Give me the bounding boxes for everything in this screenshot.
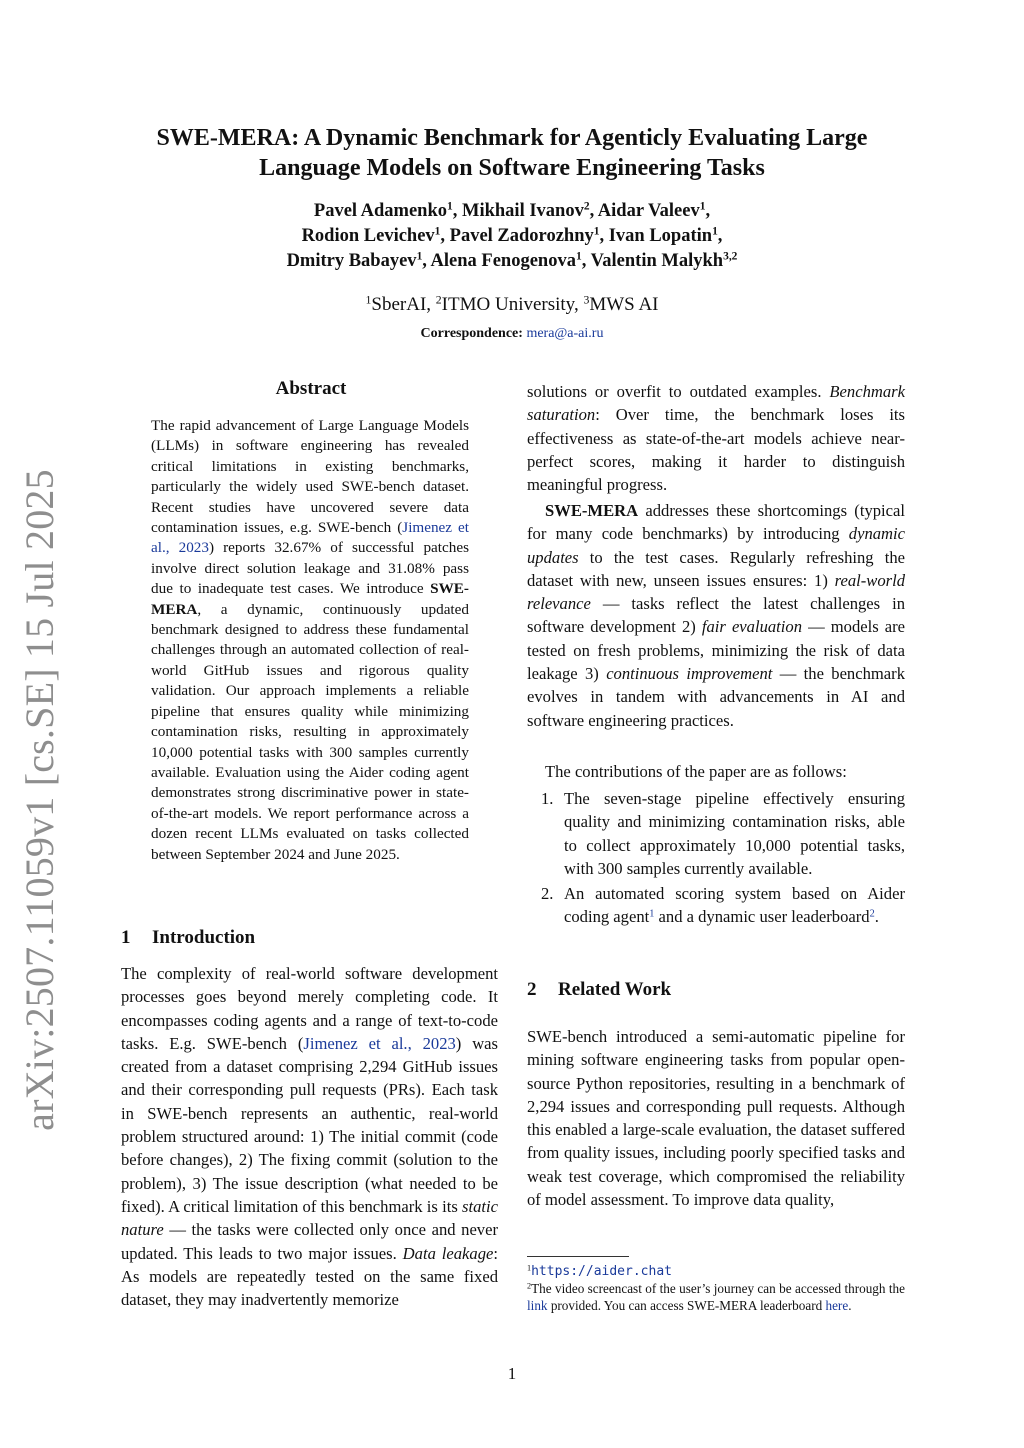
contributions-list [527, 787, 905, 931]
correspondence [112, 324, 912, 344]
author: Rodion Levichev$^1$ [301, 225, 441, 246]
paper-title [112, 123, 912, 183]
footnotes [527, 1262, 905, 1314]
section-heading-introduction: 1 Introduction [121, 927, 256, 948]
footnote-ref[interactable]: 2 [869, 908, 875, 920]
arxiv-identifier-stamp: arXiv:2507.11059v1 [cs.SE] 15 Jul 2025 [17, 469, 62, 1131]
body-paragraph: The contributions of the paper are as follows: [545, 762, 847, 781]
affiliations: $^1$SberAI, $^2$ITMO University, $^3$MWS AI [365, 293, 659, 315]
page-number: 1 [507, 1364, 517, 1383]
introduction-paragraph: The complexity of real-world software development processes goes beyond merely completing code. It encompasses coding agents and a range of text-to-code tasks. E.g. SWE-bench (Jimenez et al., 2023) was created from a dataset comprising 2,294 GitHub issues and their corresponding pull requests (PRs). Each task in SWE-bench represents an authentic, real-world problem structured around: 1) The initial commit (code before changes), 2) The fixing commit (solution to the problem), 3) The issue description (what needed to be fixed). A critical limitation of this benchmark is its static nature — the tasks were collected only once and never updated. This leads to two major issues. Data leakage: As models are repeatedly tested on the same fixed dataset, they may inadvertently memorize [121, 964, 498, 1310]
correspondence-email-link[interactable]: mera@a-ai.ru [526, 326, 604, 341]
footnote-divider [527, 1256, 629, 1257]
citation-link[interactable]: Jimenez et al., 2023 [303, 1033, 456, 1053]
section-heading-related-work: 2 Related Work [527, 979, 672, 1000]
author-list: Pavel Adamenko$^1$, Mikhail Ivanov$^2$, Aidar Valeev$^1$, Rodion Levichev$^1$, Pavel Zadorozhny$^1$, Ivan Lopatin$^1$, Dmitry Babayev$^1$, Alena Fenogenova$^1$, Valentin Malykh$^{3,2}$ [286, 200, 738, 271]
abstract-text: The rapid advancement of Large Language Models (LLMs) in software engineering has revealed critical limitations in existing benchmarks, particularly the widely used SWE-bench dataset. Recent studies have uncovered severe data contamination issues, e.g. SWE-bench (Jimenez et al., 2023) reports 32.67% of successful patches involve direct solution leakage and 31.08% pass due to inadequate test cases. We introduce SWE-MERA, a dynamic, continuously updated benchmark designed to address these fundamental challenges through an automated collection of real-world GitHub issues and rigorous quality validation. Our approach implements a reliable pipeline that ensures quality while minimizing contamination risks, resulting in approximately 10,000 potential tasks with 300 samples currently available. Evaluation using the Aider coding agent demonstrates strong discriminative power in state-of-the-art models. We report performance across a dozen recent LLMs evaluated on tasks collected between September 2024 and June 2025. [151, 417, 469, 863]
body-paragraph: SWE-MERA addresses these shortcomings (typical for many code benchmarks) by introducing dynamic updates to the test cases. Regularly refreshing the dataset with new, unseen issues ensures: 1) real-world relevance — tasks reflect the latest challenges in software development 2) fair evaluation — models are tested on fresh problems, minimizing the risk of data leakage 3) continuous improvement — the benchmark evolves in tandem with advancements in AI and software engineering practices. [527, 501, 906, 730]
related-work-paragraph: SWE-bench introduced a semi-automatic pipeline for mining software engineering tasks from popular open-source Python repositories, resulting in a benchmark of 2,294 issues and corresponding pull requests. Although this enabled a large-scale evaluation, the dataset suffered from quality issues, including poorly specified tasks and weak test coverage, which compromised the reliability of model assessment. To improve data quality, [527, 1027, 905, 1210]
screencast-link[interactable]: link [527, 1298, 548, 1313]
aider-url-link[interactable]: https://aider.chat [531, 1264, 672, 1279]
footnote-1: $^1$https://aider.chat [527, 1263, 672, 1279]
author: Aidar Valeev$^1$ [597, 200, 706, 221]
author: Pavel Zadorozhny$^1$ [449, 225, 600, 246]
title-line-1: SWE-MERA: A Dynamic Benchmark for Agenticly Evaluating Large [156, 125, 868, 151]
leaderboard-link[interactable]: here [825, 1298, 849, 1313]
title-line-2: Language Models on Software Engineering Tasks [259, 155, 765, 181]
list-item: 2. An automated scoring system based on Aider coding agent$^1$ and a dynamic user leaderboard$^2$. [541, 884, 905, 927]
author: Dmitry Babayev$^1$ [286, 250, 423, 271]
list-item: 1. The seven-stage pipeline effectively ensuring quality and minimizing contamination risks, able to collect approximately 10,000 potential tasks, with 300 samples currently available. [541, 789, 905, 878]
author: Ivan Lopatin$^1$ [608, 225, 718, 246]
abstract-heading: Abstract [275, 378, 347, 399]
author: Alena Fenogenova$^1$ [430, 250, 582, 271]
body-paragraph: solutions or overfit to outdated examples. Benchmark saturation: Over time, the benchmark loses its effectiveness as state-of-the-art models achieve near-perfect scores, making it harder to distinguish meaningful progress. [527, 382, 905, 495]
footnote-ref[interactable]: 1 [649, 908, 655, 920]
citation-link[interactable]: Jimenez et al., 2023 [151, 519, 469, 557]
author: Pavel Adamenko$^1$ [313, 200, 453, 221]
correspondence-label: Correspondence: [420, 326, 523, 341]
footnote-2: $^2$The video screencast of the user’s journey can be accessed through the link provided. You can access SWE-MERA leaderboard here. [527, 1281, 905, 1313]
author: Mikhail Ivanov$^2$ [462, 200, 590, 221]
author: Valentin Malykh$^{3,2}$ [590, 250, 738, 271]
